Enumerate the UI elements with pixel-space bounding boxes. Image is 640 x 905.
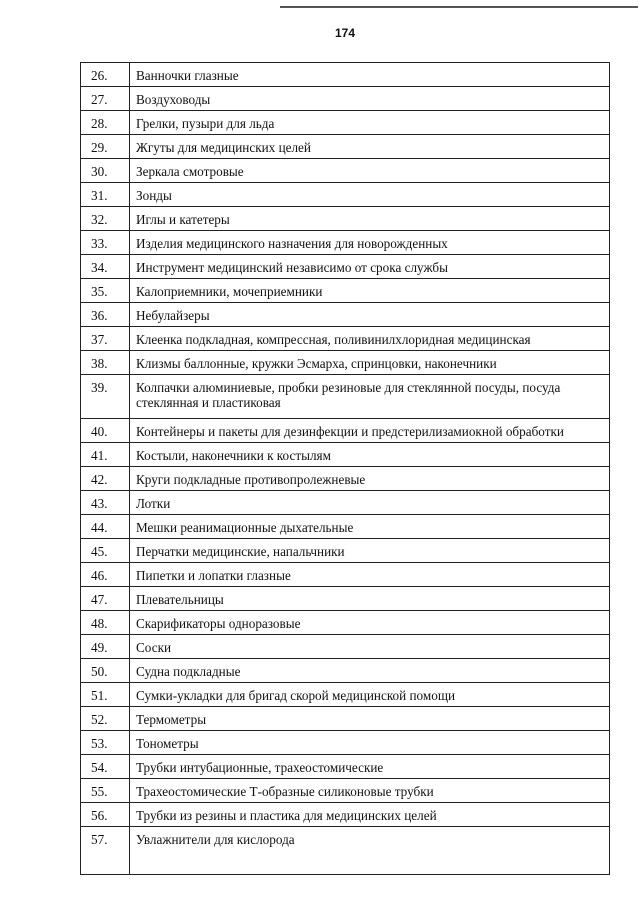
table-row <box>81 803 610 827</box>
row-number: 38. <box>81 351 130 375</box>
row-number: 39. <box>81 375 130 419</box>
row-number: 55. <box>81 779 130 803</box>
table-row <box>81 255 610 279</box>
row-item-name: Круги подкладные противопролежневые <box>130 467 610 491</box>
row-number: 53. <box>81 731 130 755</box>
items-table <box>80 62 610 875</box>
table-row <box>81 491 610 515</box>
table-row <box>81 207 610 231</box>
row-number: 42. <box>81 467 130 491</box>
row-item-name: Ванночки глазные <box>130 63 610 87</box>
table-row <box>81 659 610 683</box>
table-row <box>81 419 610 443</box>
table-row <box>81 563 610 587</box>
row-item-name: Инструмент медицинский независимо от срока службы <box>130 255 610 279</box>
row-item-name: Пипетки и лопатки глазные <box>130 563 610 587</box>
row-number: 46. <box>81 563 130 587</box>
row-number: 37. <box>81 327 130 351</box>
row-number: 51. <box>81 683 130 707</box>
table-row <box>81 467 610 491</box>
row-item-name: Зеркала смотровые <box>130 159 610 183</box>
row-number: 48. <box>81 611 130 635</box>
row-item-name: Лотки <box>130 491 610 515</box>
table-row <box>81 827 610 875</box>
row-item-name: Клизмы баллонные, кружки Эсмарха, спринцовки, наконечники <box>130 351 610 375</box>
row-item-name: Мешки реанимационные дыхательные <box>130 515 610 539</box>
row-item-name: Контейнеры и пакеты для дезинфекции и предстерилизамиокной обработки <box>130 419 610 443</box>
row-number: 35. <box>81 279 130 303</box>
row-item-name: Грелки, пузыри для льда <box>130 111 610 135</box>
row-item-name: Клеенка подкладная, компрессная, поливинилхлоридная медицинская <box>130 327 610 351</box>
row-item-name: Трубки из резины и пластика для медицинских целей <box>130 803 610 827</box>
row-item-name: Зонды <box>130 183 610 207</box>
row-item-name: Воздуховоды <box>130 87 610 111</box>
row-number: 36. <box>81 303 130 327</box>
table-row <box>81 111 610 135</box>
row-number: 32. <box>81 207 130 231</box>
row-item-name: Термометры <box>130 707 610 731</box>
table-row <box>81 731 610 755</box>
table-row <box>81 159 610 183</box>
row-number: 31. <box>81 183 130 207</box>
row-item-name: Скарификаторы одноразовые <box>130 611 610 635</box>
row-item-name: Плевательницы <box>130 587 610 611</box>
table-row <box>81 87 610 111</box>
row-item-name: Сумки-укладки для бригад скорой медицинской помощи <box>130 683 610 707</box>
row-number: 30. <box>81 159 130 183</box>
table-row <box>81 279 610 303</box>
table-row <box>81 755 610 779</box>
row-number: 29. <box>81 135 130 159</box>
row-number: 50. <box>81 659 130 683</box>
row-number: 26. <box>81 63 130 87</box>
row-number: 41. <box>81 443 130 467</box>
row-item-name: Увлажнители для кислорода <box>130 827 610 875</box>
page-number: 174 <box>334 26 356 40</box>
row-item-name: Перчатки медицинские, напальчники <box>130 539 610 563</box>
row-item-name: Иглы и катетеры <box>130 207 610 231</box>
table-row <box>81 587 610 611</box>
table-row <box>81 351 610 375</box>
table-row <box>81 231 610 255</box>
row-item-name: Трахеостомические Т-образные силиконовые трубки <box>130 779 610 803</box>
row-number: 28. <box>81 111 130 135</box>
table-row <box>81 707 610 731</box>
table-row <box>81 303 610 327</box>
row-number: 27. <box>81 87 130 111</box>
table-row <box>81 515 610 539</box>
row-item-name: Костыли, наконечники к костылям <box>130 443 610 467</box>
top-rule <box>280 6 638 8</box>
table-row <box>81 635 610 659</box>
row-number: 34. <box>81 255 130 279</box>
table-row <box>81 779 610 803</box>
table-row <box>81 443 610 467</box>
row-number: 54. <box>81 755 130 779</box>
row-item-name: Тонометры <box>130 731 610 755</box>
table-row <box>81 375 610 419</box>
row-item-name: Колпачки алюминиевые, пробки резиновые для стеклянной посуды, посуда стеклянная и пластиковая <box>130 375 610 419</box>
row-number: 47. <box>81 587 130 611</box>
table-row <box>81 327 610 351</box>
row-item-name: Небулайзеры <box>130 303 610 327</box>
row-item-name: Судна подкладные <box>130 659 610 683</box>
row-number: 52. <box>81 707 130 731</box>
row-number: 49. <box>81 635 130 659</box>
row-number: 33. <box>81 231 130 255</box>
row-number: 57. <box>81 827 130 875</box>
row-number: 44. <box>81 515 130 539</box>
row-number: 43. <box>81 491 130 515</box>
row-item-name: Калоприемники, мочеприемники <box>130 279 610 303</box>
table-row <box>81 611 610 635</box>
row-item-name: Соски <box>130 635 610 659</box>
row-item-name: Жгуты для медицинских целей <box>130 135 610 159</box>
row-item-name: Изделия медицинского назначения для новорожденных <box>130 231 610 255</box>
table-row <box>81 63 610 87</box>
items-table-body <box>81 63 610 875</box>
row-item-name: Трубки интубационные, трахеостомические <box>130 755 610 779</box>
row-number: 40. <box>81 419 130 443</box>
row-number: 45. <box>81 539 130 563</box>
table-row <box>81 539 610 563</box>
table-row <box>81 135 610 159</box>
row-number: 56. <box>81 803 130 827</box>
table-row <box>81 183 610 207</box>
table-row <box>81 683 610 707</box>
